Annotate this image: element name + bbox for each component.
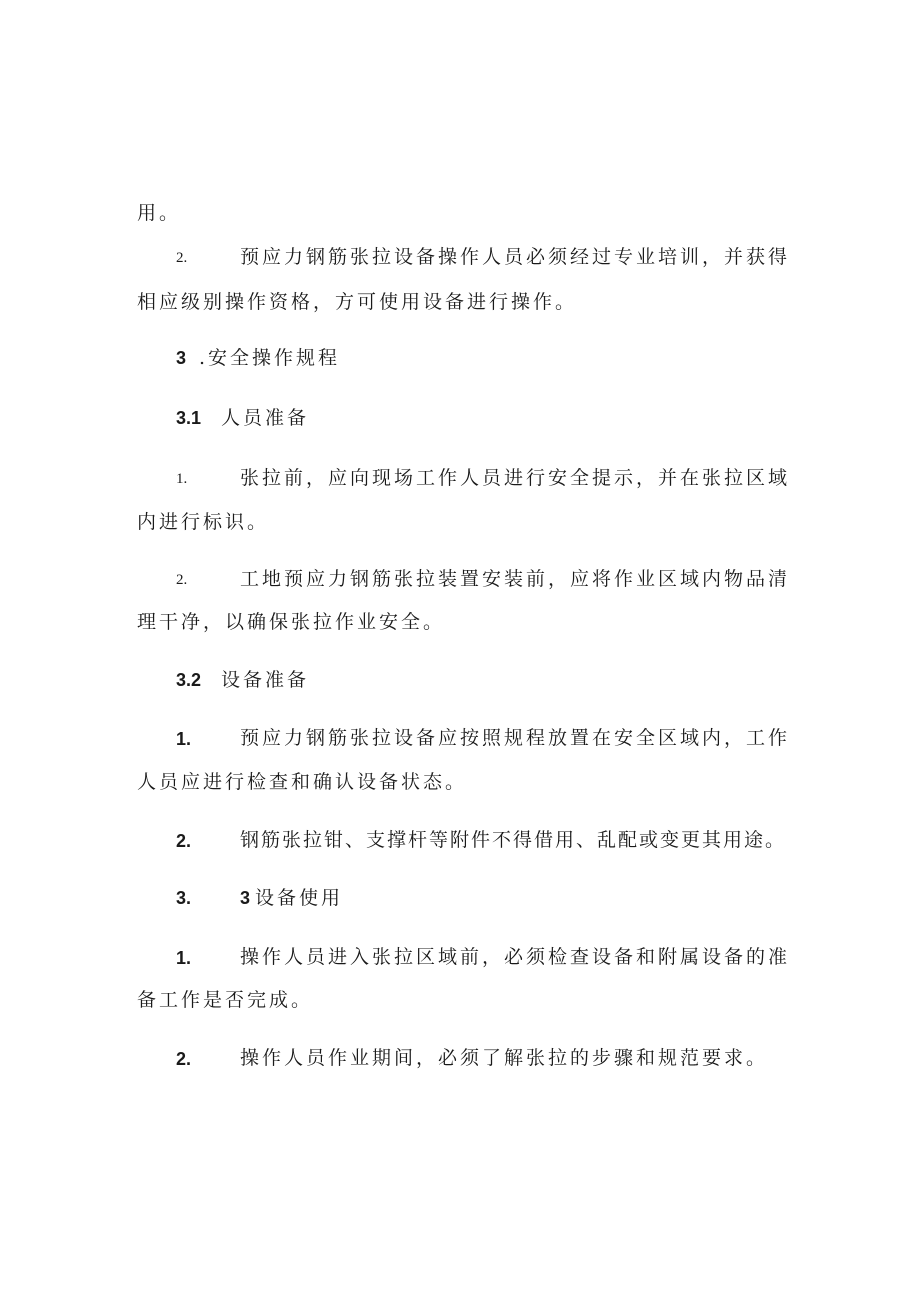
item-number: 1.: [176, 729, 192, 749]
item-number: 1.: [176, 948, 192, 968]
subsection-title: 设备使用: [255, 887, 344, 909]
item-number: 1.: [176, 471, 188, 487]
item-text-line1: 操作人员作业期间，必须了解张拉的步骤和规范要求。: [240, 1047, 769, 1069]
item-text-line1: 工地预应力钢筋张拉装置安装前，应将作业区域内物品清: [240, 568, 791, 590]
item-number: 2.: [176, 831, 192, 851]
subsection-number: 3.2: [176, 670, 202, 690]
subsection-title: 人员准备: [221, 407, 310, 429]
subsection-number: 3.: [176, 888, 192, 908]
continuation-text: 用。: [137, 202, 182, 224]
subsection-number: 3.1: [176, 408, 202, 428]
subsection-title: 设备准备: [221, 669, 310, 691]
item-text-line1: 钢筋张拉钳、支撑杆等附件不得借用、乱配或变更其用途。: [240, 829, 787, 851]
item-text-line2: 相应级别操作资格，方可使用设备进行操作。: [137, 291, 578, 313]
item-text-line1: 操作人员进入张拉区域前，必须检查设备和附属设备的准: [240, 946, 791, 968]
item-text-line2: 备工作是否完成。: [137, 989, 314, 1011]
item-text-line2: 人员应进行检查和确认设备状态。: [137, 771, 468, 793]
item-text-line2: 理干净，以确保张拉作业安全。: [137, 611, 446, 633]
item-number: 2.: [176, 1049, 192, 1069]
item-text-line1: 张拉前，应向现场工作人员进行安全提示，并在张拉区域: [240, 467, 791, 489]
section-number: 3: [176, 348, 187, 368]
item-number: 2.: [176, 250, 188, 266]
section-title: .安全操作规程: [199, 347, 341, 369]
subsection-title-number: 3: [240, 888, 251, 908]
item-text-line2: 内进行标识。: [137, 511, 270, 533]
item-text-line1: 预应力钢筋张拉设备操作人员必须经过专业培训，并获得: [240, 246, 791, 268]
item-number: 2.: [176, 572, 188, 588]
item-text-line1: 预应力钢筋张拉设备应按照规程放置在安全区域内，工作: [240, 727, 791, 749]
